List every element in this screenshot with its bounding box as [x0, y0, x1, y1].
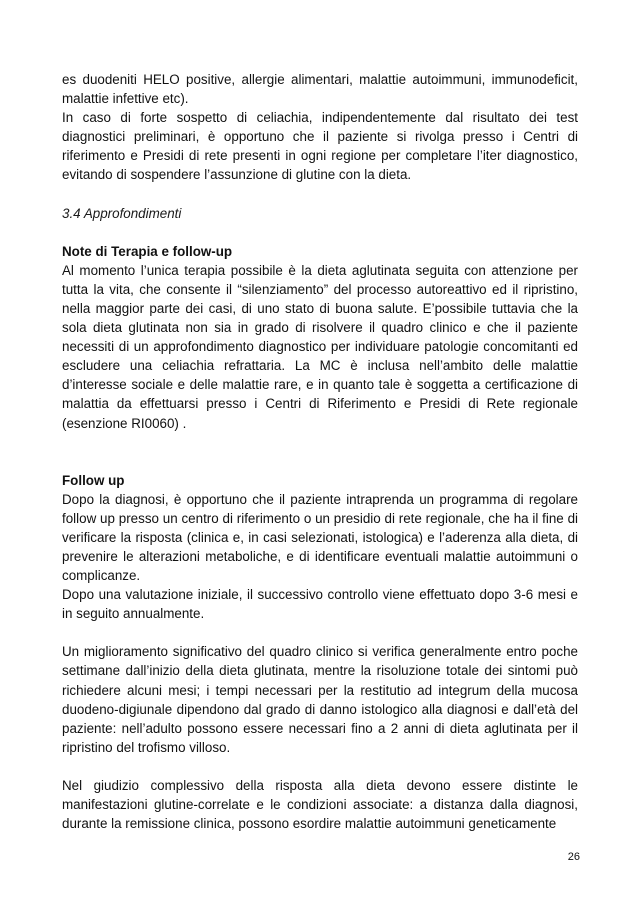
paragraph-followup-program: Dopo la diagnosi, è opportuno che il paziente intraprenda un programma di regolare follow up presso un centro di riferimento o un presidio di rete regionale, che ha il fine di verificare la risposta (clinica e, in casi selezionati, istologica) e l’aderenza alla dieta, di prevenire le alterazioni metaboliche, e di identificare eventuali malattie autoimmuni o complicanze. — [62, 491, 578, 584]
paragraph-strong-suspicion: In caso di forte sospetto di celiachia, indipendentemente dal risultato dei test diagnostici preliminari, è opportuno che il paziente si rivolga presso i Centri di riferimento e Presidi di rete presenti in ogni regione per completare l’iter diagnostico, evitando di sospendere l’assunzione di glutine con la dieta. — [62, 110, 578, 183]
paragraph-continuation: es duodeniti HELO positive, allergie alimentari, malattie autoimmuni, immunodeficit, malattie infettive etc). — [62, 72, 578, 107]
spacer — [62, 623, 578, 642]
section-title: 3.4 Approfondimenti — [62, 205, 182, 221]
spacer — [62, 757, 578, 776]
paragraph-improvement: Un miglioramento significativo del quadro clinico si verifica generalmente entro poche settimane dall’inizio della dieta glutinata, mentre la risoluzione totale dei sintomi può richiedere alcuni mesi; i tempi necessari per la restitutio ad integrum della mucosa duodeno-digiunale dipendono dal grado di danno istologico alla diagnosi e dall’età del paziente: nell’adulto possono essere necessari fino a 2 anni di dieta aglutinata per il ripristino del trofismo villoso. — [62, 644, 578, 755]
page-number: 26 — [567, 851, 580, 863]
spacer — [62, 223, 578, 242]
heading-therapy: Note di Terapia e follow-up — [62, 243, 233, 259]
heading-followup: Follow up — [62, 472, 125, 488]
document-body — [62, 70, 578, 833]
spacer — [62, 185, 578, 204]
paragraph-assessment: Nel giudizio complessivo della risposta alla dieta devono essere distinte le manifestazioni glutine-correlate e le condizioni associate: a distanza dalla diagnosi, durante la remissione clinica, possono esordire malattie autoimmuni geneticamente — [62, 777, 578, 832]
paragraph-therapy: Al momento l’unica terapia possibile è la dieta aglutinata seguita con attenzione per tutta la vita, che consente il “silenziamento” del processo autoreattivo ed il ripristino, nella maggior parte dei casi, di uno stato di buona salute. E’possibile tuttavia che la sola dieta glutinata non sia in grado di risolvere il quadro clinico e che il paziente necessiti di un approfondimento diagnostico per individuare patologie concomitanti ed escludere una celiachia refrattaria. La MC è inclusa nell’ambito delle malattie d’interesse sociale e delle malattie rare, e in quanto tale è soggetta a certificazione di malattia da effettuarsi presso i Centri di Riferimento e Presidi di Rete regionale (esenzione RI0060) . — [62, 262, 578, 431]
paragraph-followup-schedule: Dopo una valutazione iniziale, il successivo controllo viene effettuato dopo 3-6 mesi e in seguito annualmente. — [62, 587, 578, 622]
spacer — [62, 433, 578, 471]
